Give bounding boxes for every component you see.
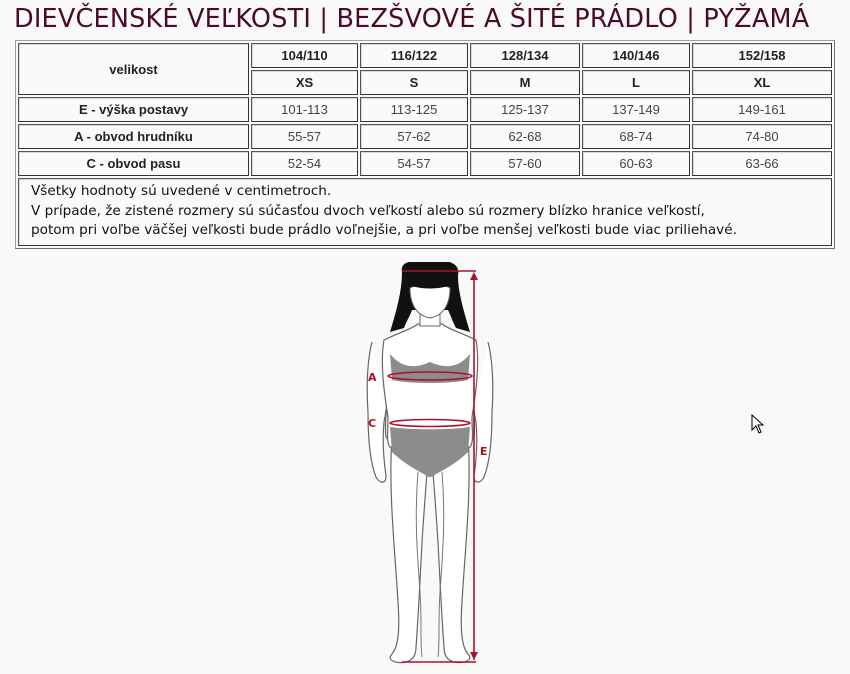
header-size-cell: XS <box>251 70 358 95</box>
table-cell: 125-137 <box>470 97 580 122</box>
header-height-cell: 152/158 <box>692 43 832 68</box>
chest-marker-label: A <box>368 371 377 384</box>
table-cell: 68-74 <box>582 124 690 149</box>
header-size-cell: S <box>360 70 468 95</box>
table-row <box>18 124 832 149</box>
body-measurement-figure <box>340 262 520 670</box>
header-height-cell: 140/146 <box>582 43 690 68</box>
header-height-cell: 116/122 <box>360 43 468 68</box>
header-size-cell: M <box>470 70 580 95</box>
measurement-note <box>18 178 832 246</box>
size-chart-table <box>15 40 835 249</box>
mouse-pointer-icon <box>751 414 765 434</box>
table-cell: 63-66 <box>692 151 832 176</box>
row-label: A - obvod hrudníku <box>18 124 249 149</box>
note-line: V prípade, že zistené rozmery sú súčasťou dvoch veľkostí alebo sú rozmery blízko hranice veľkostí, <box>31 202 705 219</box>
row-label: E - výška postavy <box>18 97 249 122</box>
header-height-cell: 104/110 <box>251 43 358 68</box>
table-row <box>18 97 832 122</box>
table-cell: 149-161 <box>692 97 832 122</box>
header-label-cell: velikost <box>18 43 249 95</box>
header-size-cell: L <box>582 70 690 95</box>
header-height-cell: 128/134 <box>470 43 580 68</box>
measurement-lines-icon <box>340 262 520 670</box>
table-cell: 57-62 <box>360 124 468 149</box>
table-cell: 52-54 <box>251 151 358 176</box>
note-line: potom pri voľbe väčšej veľkosti bude prádlo voľnejšie, a pri voľbe menšej veľkosti bude viac priliehavé. <box>31 222 737 238</box>
table-cell: 137-149 <box>582 97 690 122</box>
table-note-row <box>18 178 832 246</box>
row-label: C - obvod pasu <box>18 151 249 176</box>
table-cell: 113-125 <box>360 97 468 122</box>
note-line: Všetky hodnoty sú uvedené v centimetroch. <box>31 183 332 199</box>
height-marker-label: E <box>480 445 488 458</box>
table-cell: 62-68 <box>470 124 580 149</box>
waist-marker-label: C <box>368 417 377 430</box>
table-header-row-heights <box>18 43 832 68</box>
table-cell: 57-60 <box>470 151 580 176</box>
table-cell: 101-113 <box>251 97 358 122</box>
table-cell: 54-57 <box>360 151 468 176</box>
table-cell: 55-57 <box>251 124 358 149</box>
page-title: DIEVČENSKÉ VEĽKOSTI | BEZŠVOVÉ A ŠITÉ PRÁDLO | PYŽAMÁ <box>14 4 810 34</box>
header-size-cell: XL <box>692 70 832 95</box>
table-cell: 74-80 <box>692 124 832 149</box>
table-row <box>18 151 832 176</box>
table-cell: 60-63 <box>582 151 690 176</box>
